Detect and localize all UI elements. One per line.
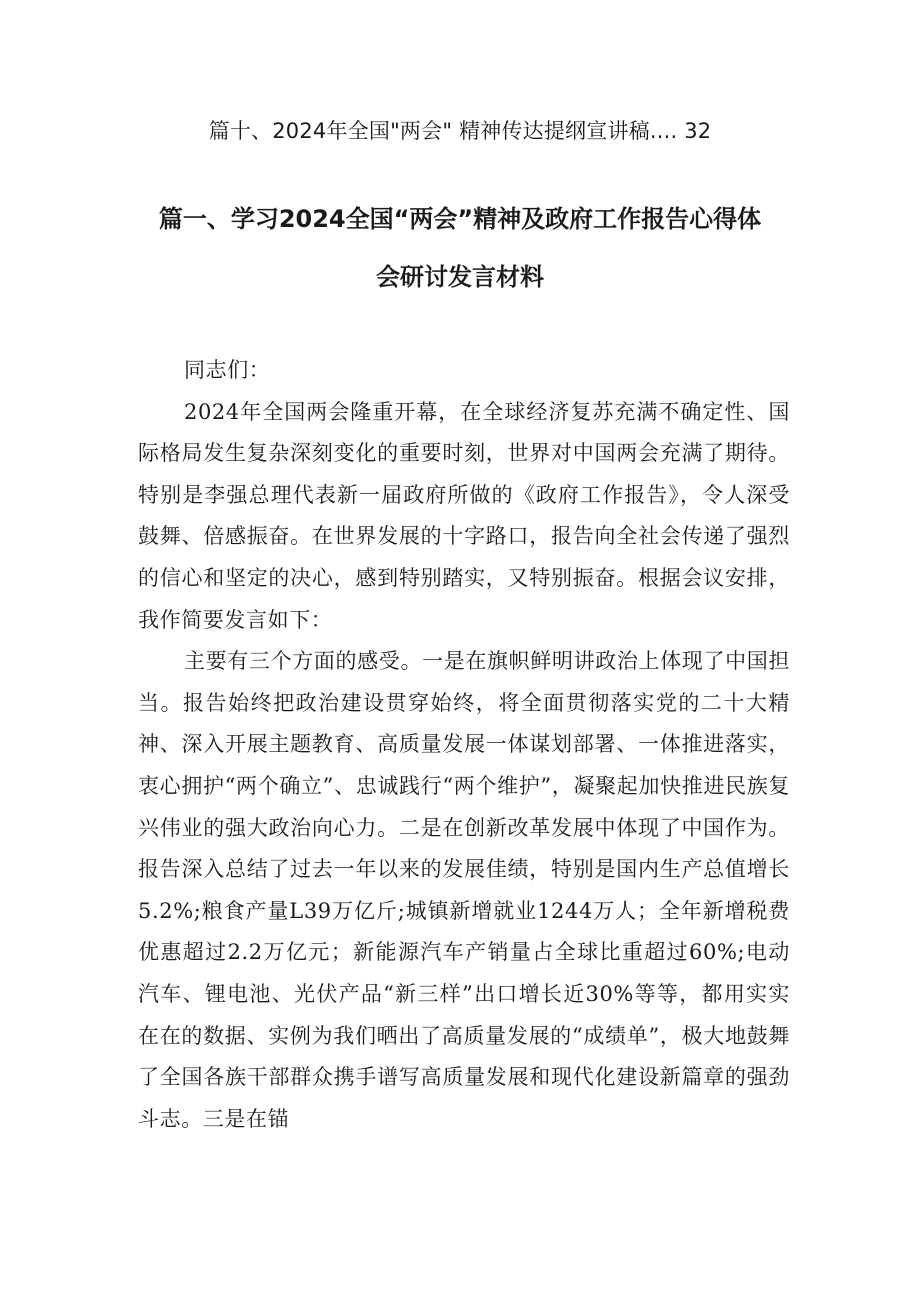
- paragraph-2: 主要有三个方面的感受。一是在旗帜鲜明讲政治上体现了中国担当。报告始终把政治建设贯穿始终，将全面贯彻落实党的二十大精神、深入开展主题教育、高质量发展一体谋划部署、一体推进落实，衷心拥护“两个确立”、忠诚践行“两个维护”，凝聚起加快推进民族复兴伟业的强大政治向心力。二是在创新改革发展中体现了中国作为。报告深入总结了过去一年以来的发展佳绩，特别是国内生产总值增长5.2%;粮食产量L39万亿斤;城镇新增就业1244万人；全年新增税费优惠超过2.2万亿元；新能源汽车产销量占全球比重超过60%;电动汽车、锂电池、光伏产品“新三样”出口增长近30%等等，都用实实在在的数据、实例为我们晒出了高质量发展的“成绩单”，极大地鼓舞了全国各族干部群众携手谱写高质量发展和现代化建设新篇章的强劲斗志。三是在锚: [138, 649, 790, 1131]
- salutation: 同志们：: [184, 358, 271, 382]
- toc-entry: 篇十、2024年全国"两会" 精神传达提纲宣讲稿.... 32: [208, 119, 712, 143]
- paragraph-1: 2024年全国两会隆重开幕，在全球经济复苏充满不确定性、国际格局发生复杂深刻变化的重要时刻，世界对中国两会充满了期待。特别是李强总理代表新一届政府所做的《政府工作报告》，令人深受鼓舞、倍感振奋。在世界发展的十字路口，报告向全社会传递了强烈的信心和坚定的决心，感到特别踏实，又特别振奋。根据会议安排，我作简要发言如下：: [138, 399, 790, 632]
- article-title-line-1: 篇一、学习2024全国“两会”精神及政府工作报告心得体: [158, 205, 762, 233]
- article-title-line-2: 会研讨发言材料: [376, 263, 544, 291]
- article-body: [138, 350, 790, 1140]
- article-title: [0, 190, 920, 306]
